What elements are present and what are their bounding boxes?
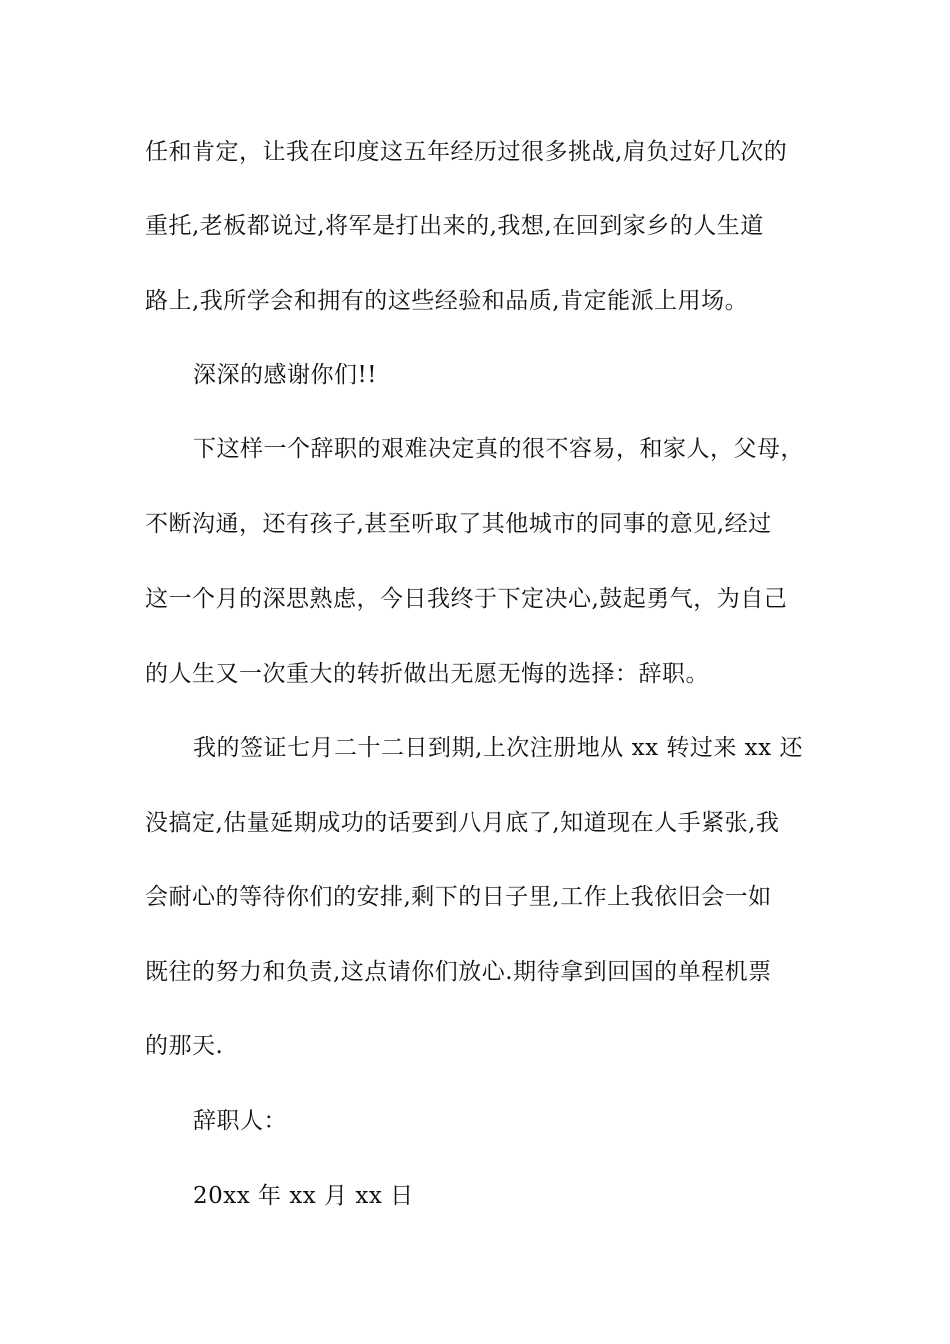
body-text-line: 这一个月的深思熟虑，今日我终于下定决心,鼓起勇气，为自己 bbox=[145, 586, 788, 612]
body-text-line: 任和肯定，让我在印度这五年经历过很多挑战,肩负过好几次的 bbox=[145, 139, 788, 165]
thanks-paragraph: 深深的感谢你们!! bbox=[193, 362, 377, 388]
body-text-line: 我的签证七月二十二日到期,上次注册地从 xx 转过来 xx 还 bbox=[193, 735, 803, 761]
body-text-line: 下这样一个辞职的艰难决定真的很不容易，和家人，父母， bbox=[193, 436, 804, 462]
body-text-line: 路上,我所学会和拥有的这些经验和品质,肯定能派上用场。 bbox=[145, 288, 749, 314]
body-text-line: 的那天. bbox=[145, 1033, 224, 1059]
body-text-line: 会耐心的等待你们的安排,剩下的日子里,工作上我依旧会一如 bbox=[145, 884, 772, 910]
signature-label: 辞职人： bbox=[193, 1108, 287, 1134]
body-text-line: 不断沟通，还有孩子,甚至听取了其他城市的同事的意见,经过 bbox=[145, 511, 772, 537]
body-text-line: 重托,老板都说过,将军是打出来的,我想,在回到家乡的人生道 bbox=[145, 213, 764, 239]
date-line: 20xx 年 xx 月 xx 日 bbox=[193, 1183, 414, 1209]
body-text-line: 没搞定,估量延期成功的话要到八月底了,知道现在人手紧张,我 bbox=[145, 810, 780, 836]
body-text-line: 的人生又一次重大的转折做出无愿无悔的选择：辞职。 bbox=[145, 661, 709, 687]
body-text-line: 既往的努力和负责,这点请你们放心.期待拿到回国的单程机票 bbox=[145, 959, 772, 985]
